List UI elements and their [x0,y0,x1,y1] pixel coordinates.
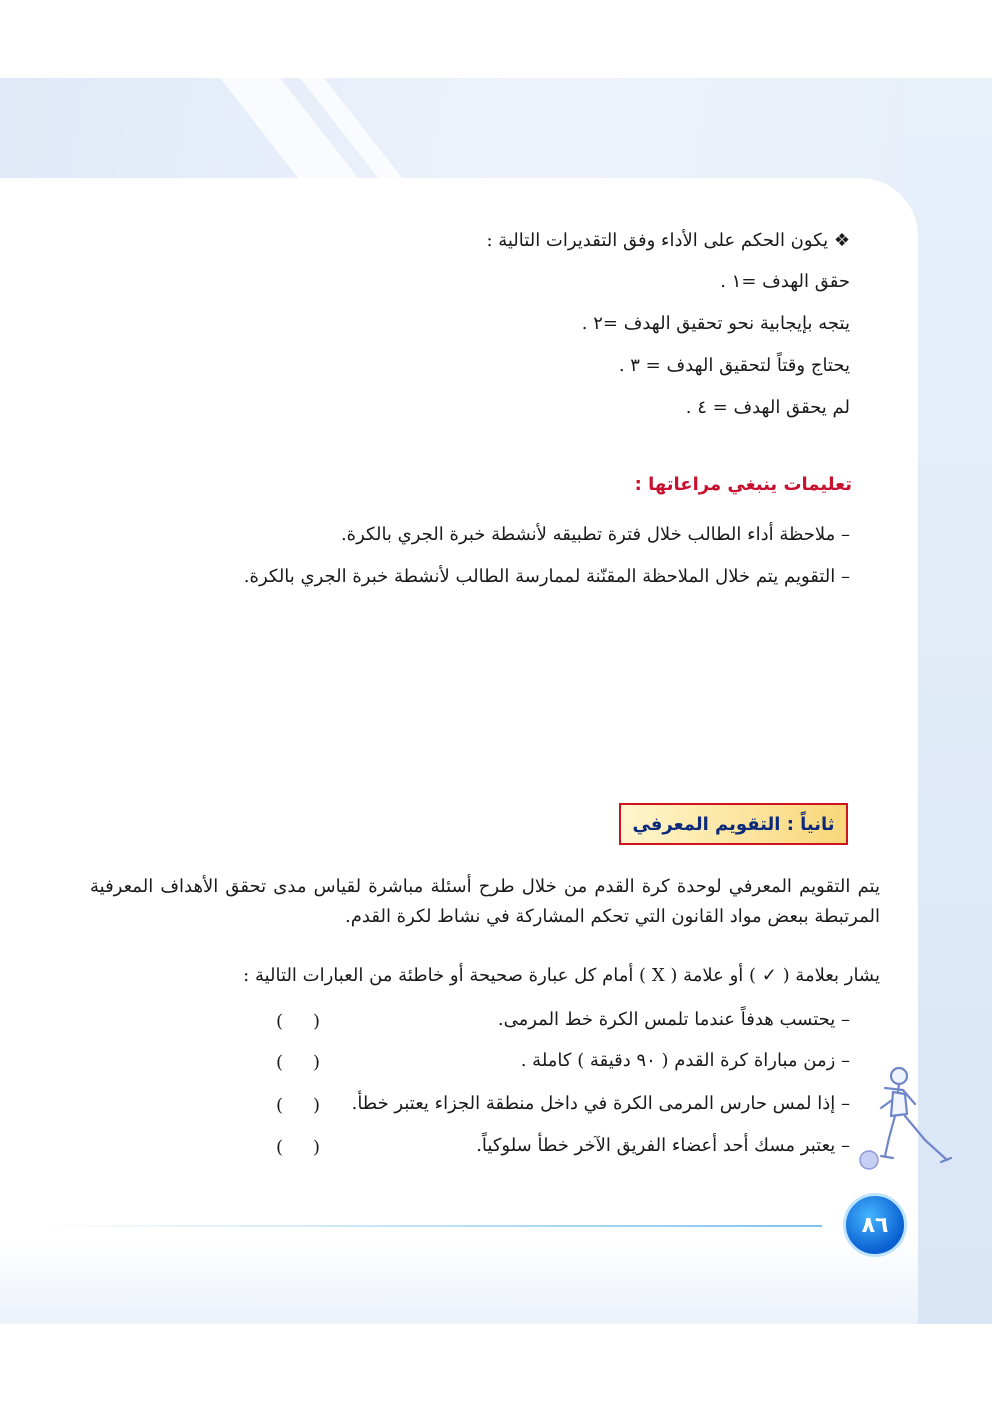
page-number: ٨٦ [861,1212,889,1238]
instruction-item: – ملاحظة أداء الطالب خلال فترة تطبيقه لأنشطة خبرة الجري بالكرة. [340,524,850,545]
instruction-item: – التقويم يتم خلال الملاحظة المقنّنة لممارسة الطالب لأنشطة خبرة الجري بالكرة. [243,566,850,587]
answer-slot[interactable] [276,1011,320,1032]
section-title: ثانياً : التقويم المعرفي [632,813,835,835]
answer-open: ( [276,1095,284,1116]
answer-close: ) [312,1095,320,1116]
answer-close: ) [312,1137,320,1158]
section-paragraph: يتم التقويم المعرفي لوحدة كرة القدم من خلال طرح أسئلة مباشرة لقياس مدى تحقق الأهداف المعرفية المرتبطة ببعض مواد القانون التي تحكم المشاركة في نشاط لكرة القدم. [90,876,880,927]
instructions-heading: تعليمات ينبغي مراعاتها : [634,474,852,495]
answer-close: ) [312,1052,320,1073]
answer-open: ( [276,1137,284,1158]
assessment-item: حقق الهدف =١ . [720,271,850,292]
section-title-box [619,803,848,845]
assessment-item: لم يحقق الهدف = ٤ . [685,397,850,418]
answer-open: ( [276,1052,284,1073]
answer-open: ( [276,1011,284,1032]
football-player-icon [855,1064,955,1174]
assessment-intro: ❖ يكون الحكم على الأداء وفق التقديرات التالية : [486,230,850,251]
assessment-item: يتجه بإيجابية نحو تحقيق الهدف =٢ . [581,313,850,334]
answer-slot[interactable] [276,1052,320,1073]
statement: – إذا لمس حارس المرمى الكرة في داخل منطقة الجزاء يعتبر خطأ. [351,1093,850,1114]
answer-slot[interactable] [276,1095,320,1116]
assessment-item: يحتاج وقتاً لتحقيق الهدف = ٣ . [618,355,850,376]
statement: – يعتبر مسك أحد أعضاء الفريق الآخر خطأ سلوكياً. [476,1135,850,1156]
answer-slot[interactable] [276,1137,320,1158]
statement: – يحتسب هدفاً عندما تلمس الكرة خط المرمى. [497,1009,850,1030]
statement: – زمن مباراة كرة القدم ( ٩٠ دقيقة ) كاملة . [520,1050,850,1071]
page-number-badge [843,1193,907,1257]
footer-divider [40,1225,822,1227]
panel-fade [0,1240,918,1324]
answer-close: ) [312,1011,320,1032]
question-intro: يشار بعلامة ( ✓ ) أو علامة ( X ) أمام كل عبارة صحيحة أو خاطئة من العبارات التالية : [243,965,880,986]
